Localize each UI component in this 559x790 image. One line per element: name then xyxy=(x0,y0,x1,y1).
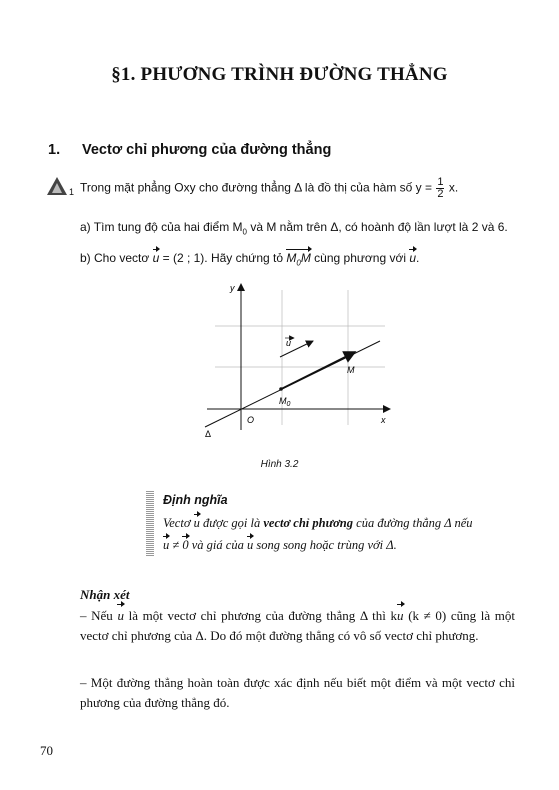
activity-part-b xyxy=(80,251,419,267)
part-b-text-4: . xyxy=(416,251,420,265)
page-number: 70 xyxy=(40,743,53,758)
part-a-text-1: a) Tìm tung độ của hai điểm M xyxy=(80,220,243,234)
activity-part-a xyxy=(80,220,508,236)
vector-m0m xyxy=(286,251,310,267)
section-heading xyxy=(48,142,331,158)
origin-label: O xyxy=(247,415,255,425)
vector-u: u xyxy=(152,251,160,265)
chapter-title: §1. PHƯƠNG TRÌNH ĐƯỜNG THẲNG xyxy=(111,64,448,85)
part-a-subscript: 0 xyxy=(242,227,247,237)
remark-paragraph-1 xyxy=(80,606,515,646)
activity-statement xyxy=(80,177,458,200)
vector-u-label: u xyxy=(286,338,292,348)
vector-u-def: u xyxy=(193,516,200,530)
x-axis-label: x xyxy=(381,415,386,425)
point-m0-label-subscript: 0 xyxy=(286,401,291,408)
definition-text-1a: Vectơ xyxy=(163,516,191,530)
section-title: Vectơ chỉ phương của đường thẳng xyxy=(82,142,332,158)
definition-text-2c: song song hoặc trùng với Δ. xyxy=(256,538,397,552)
zero-vector: 0 xyxy=(182,538,189,552)
definition-stripe xyxy=(146,490,154,556)
definition-text-2b: và giá của xyxy=(191,538,244,552)
vector-ku-remark: u xyxy=(397,606,404,626)
vector-m0m-end: M xyxy=(300,251,311,265)
remark-1-text-c: (k ≠ 0) cũng là một vectơ chỉ phương của Δ. Do đó một đường thẳng có vô số vectơ chỉ phương. xyxy=(80,608,516,643)
remark-1-text-b: là một vectơ chỉ phương của đường thẳng Δ thì k xyxy=(128,608,398,623)
definition-line-2 xyxy=(163,538,397,553)
vector-u-arrow xyxy=(280,341,313,357)
fraction-one-half xyxy=(436,177,444,200)
fraction-numerator: 1 xyxy=(437,176,444,188)
activity-number: 1 xyxy=(69,187,75,196)
vector-m0m-start: M xyxy=(286,251,297,265)
definition-term: vectơ chỉ phương xyxy=(263,516,354,530)
part-b-text-2: = (2 ; 1). Hãy chứng tỏ xyxy=(162,251,284,265)
definition-title: Định nghĩa xyxy=(163,493,228,507)
part-a-text-2: và M nằm trên Δ, có hoành độ lần lượt là 2 và 6. xyxy=(250,220,508,234)
vector-m0m-subscript: 0 xyxy=(296,258,301,268)
vector-u-remark: u xyxy=(117,606,124,626)
remark-title: Nhận xét xyxy=(80,587,130,602)
point-m-label: M xyxy=(347,365,355,375)
not-equal-sign: ≠ xyxy=(172,538,180,552)
definition-text-1b: được gọi là xyxy=(203,516,261,530)
vector-m0m-arrow xyxy=(281,352,355,389)
figure-3-2 xyxy=(195,280,405,440)
vector-u-2: u xyxy=(409,251,417,265)
point-m0-label-main: M xyxy=(279,396,287,406)
definition-line-1 xyxy=(163,516,473,531)
vector-u-def-3: u xyxy=(246,538,254,552)
fraction-denominator: 2 xyxy=(437,188,444,200)
definition-text-1c: của đường thẳng Δ nếu xyxy=(356,516,473,530)
activity-text-end: x. xyxy=(448,180,459,195)
remark-paragraph-2: – Một đường thẳng hoàn toàn được xác định nếu biết một điểm và một vectơ chỉ phương của đường thẳng đó. xyxy=(80,675,515,710)
figure-caption: Hình 3.2 xyxy=(260,459,299,470)
point-m0 xyxy=(279,387,283,391)
activity-triangle-icon xyxy=(45,176,75,196)
vector-u-def-2: u xyxy=(163,538,170,552)
point-m0-label xyxy=(279,396,291,408)
line-delta-label: Δ xyxy=(205,429,212,439)
activity-text: Trong mặt phẳng Oxy cho đường thẳng Δ là đồ thị của hàm số y = xyxy=(80,180,433,195)
y-axis-label: y xyxy=(230,283,235,293)
remark-1-text-a: – Nếu xyxy=(80,608,113,623)
section-number: 1. xyxy=(48,142,61,158)
part-b-text-3: cùng phương với xyxy=(314,251,406,265)
part-b-text-1: b) Cho vectơ xyxy=(80,251,150,265)
